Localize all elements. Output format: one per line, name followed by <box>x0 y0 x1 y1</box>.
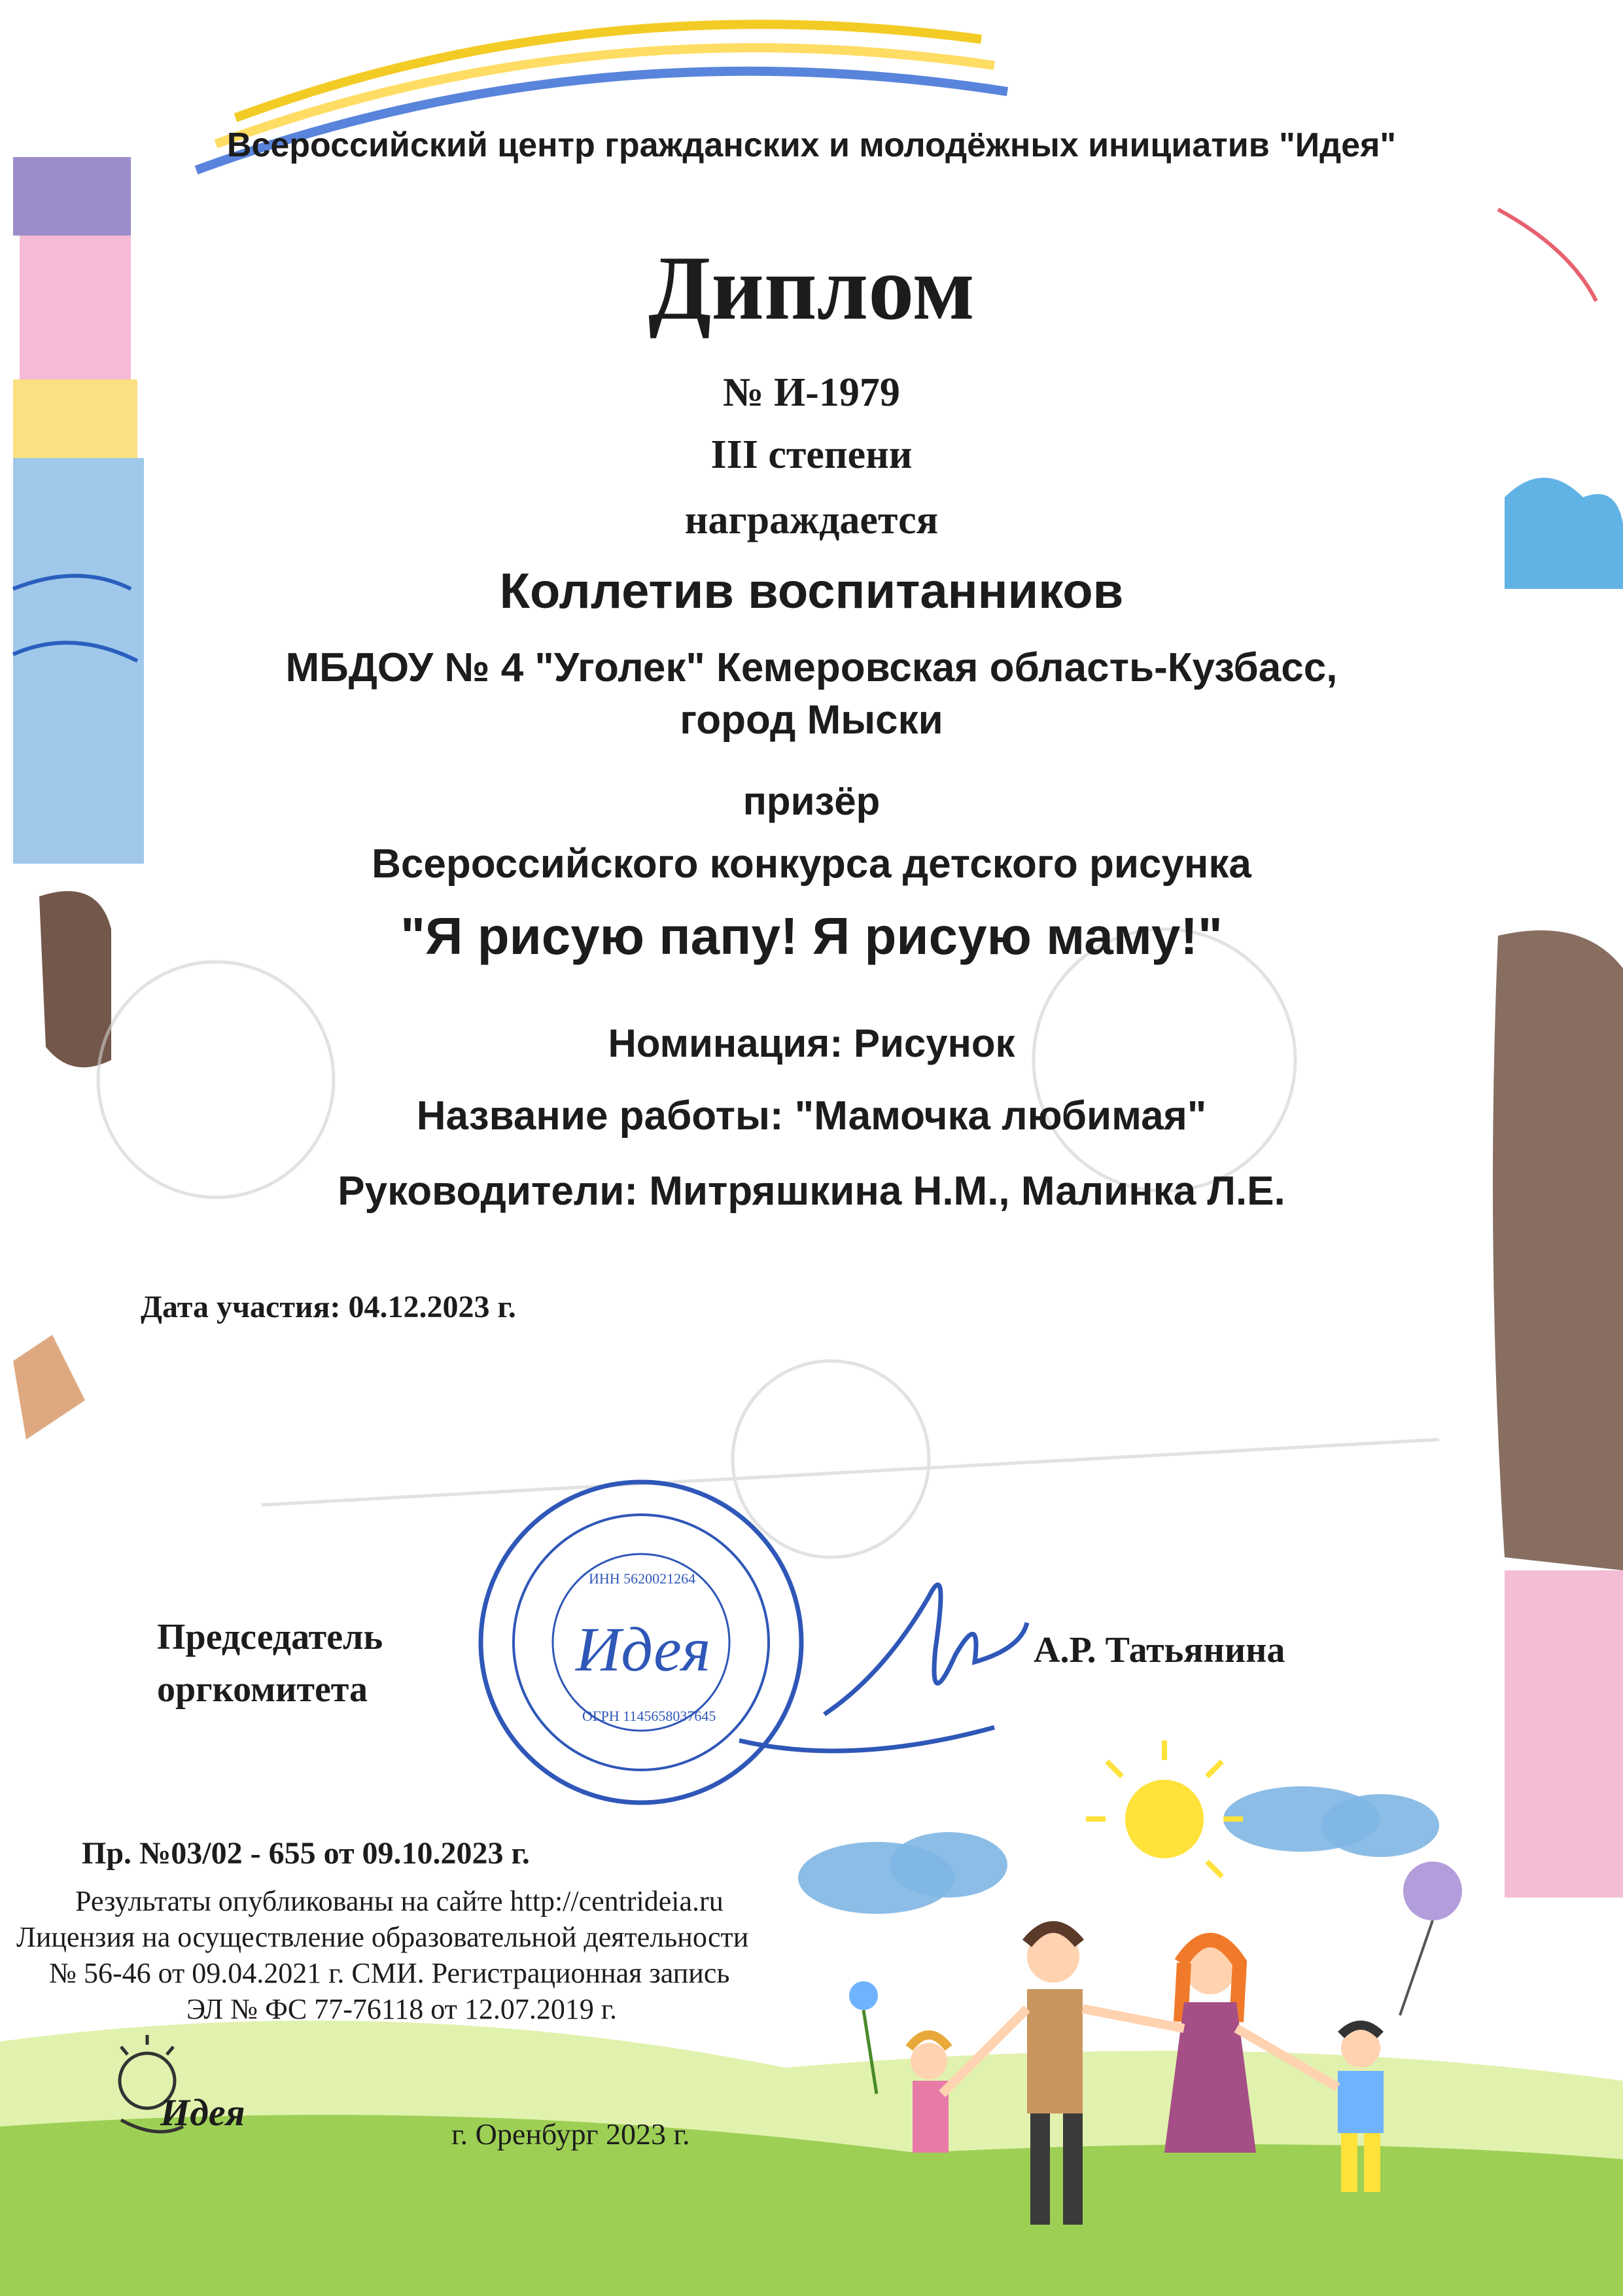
supervisors: Руководители: Митряшкина Н.М., Малинка Л.Е. <box>338 1169 1285 1214</box>
organization-header: Всероссийский центр гражданских и молодёжных инициатив "Идея" <box>226 126 1397 164</box>
contest-name: "Я рисую папу! Я рисую маму!" <box>400 907 1223 965</box>
stamp-center-text: Идея <box>576 1614 711 1684</box>
diploma-number: № И-1979 <box>723 370 900 415</box>
results-line: Результаты опубликованы на сайте http://centrideia.ru <box>75 1885 724 1917</box>
institution-line-1: МБДОУ № 4 "Уголек" Кемеровская область-Кузбасс, <box>285 645 1338 690</box>
handwritten-signature <box>739 1585 1027 1751</box>
signer-position-line-2: оргкомитета <box>157 1669 368 1710</box>
institution-line-2: город Мыски <box>680 698 943 743</box>
license-line-1: Лицензия на осуществление образовательной деятельности <box>16 1921 749 1953</box>
license-line-2: № 56-46 от 09.04.2021 г. СМИ. Регистрационная запись <box>49 1957 730 1989</box>
signer-position-line-1: Председатель <box>157 1617 383 1657</box>
city-year: г. Оренбург 2023 г. <box>451 2117 690 2151</box>
signer-name: А.Р. Татьянина <box>1034 1630 1285 1670</box>
logo-text: Идея <box>160 2091 245 2134</box>
diploma-degree: III степени <box>710 433 913 477</box>
contest-label: Всероссийского конкурса детского рисунка <box>372 841 1251 887</box>
left-figure <box>13 891 111 1439</box>
recipient-name: Коллетив воспитанников <box>499 563 1124 619</box>
order-number: Пр. №03/02 - 655 от 09.10.2023 г. <box>82 1836 530 1871</box>
stamp-ogrn: ОГРН 1145658037645 <box>582 1708 716 1724</box>
license-line-3: ЭЛ № ФС 77-76118 от 12.07.2019 г. <box>186 1993 617 2025</box>
work-title: Название работы: "Мамочка любимая" <box>416 1093 1207 1139</box>
status-label: призёр <box>742 779 881 823</box>
nomination: Номинация: Рисунок <box>608 1021 1015 1065</box>
diploma-title: Диплом <box>648 238 975 339</box>
stamp-inn: ИНН 5620021264 <box>589 1570 696 1587</box>
awarded-label: награждается <box>684 498 939 542</box>
participation-date: Дата участия: 04.12.2023 г. <box>141 1290 516 1324</box>
